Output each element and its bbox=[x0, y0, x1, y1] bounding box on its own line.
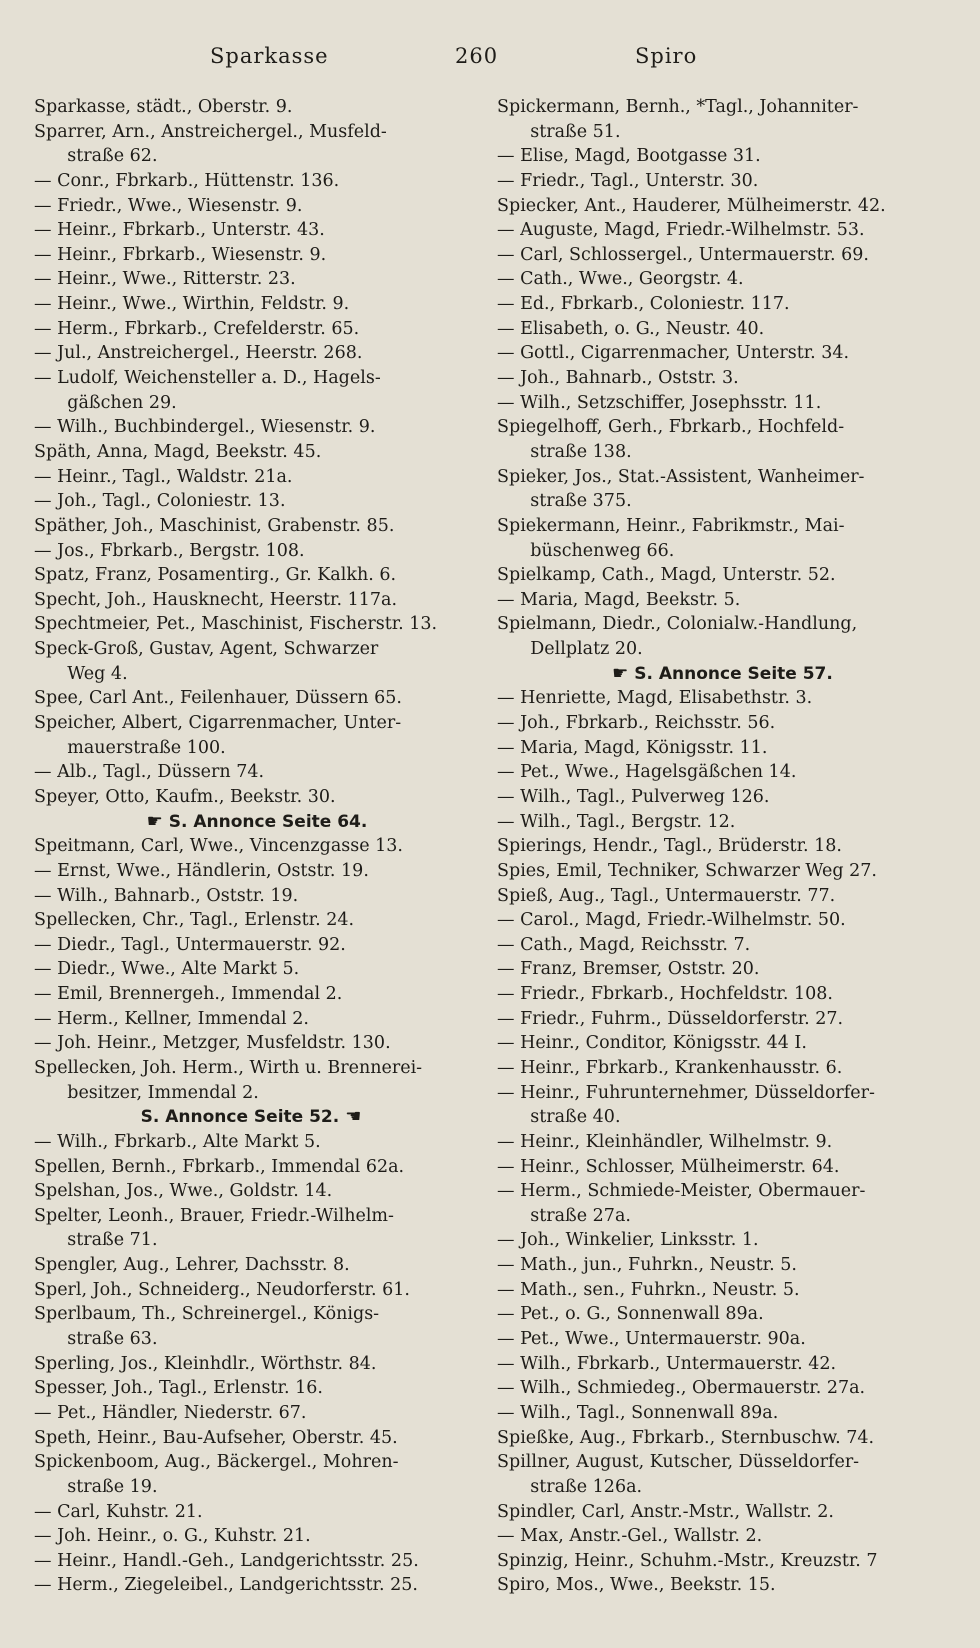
entry-text: — Wilh., Setzschiffer, Josephsstr. 11. bbox=[497, 392, 822, 413]
directory-entry bbox=[34, 1500, 474, 1525]
entry-text: Spielkamp, Cath., Magd, Unterstr. 52. bbox=[497, 565, 836, 586]
directory-entry bbox=[497, 1031, 942, 1056]
directory-entry bbox=[34, 1450, 474, 1475]
entry-text: Sperlbaum, Th., Schreinergel., Königs- bbox=[34, 1304, 380, 1325]
entry-text: Spiekermann, Heinr., Fabrikmstr., Mai- bbox=[497, 515, 845, 536]
entry-text: — Wilh., Buchbindergel., Wiesenstr. 9. bbox=[34, 417, 376, 438]
directory-entry bbox=[497, 243, 942, 268]
entry-text: Spechtmeier, Pet., Maschinist, Fischerstr. 13. bbox=[34, 614, 438, 635]
directory-entry bbox=[497, 391, 942, 416]
entry-continuation bbox=[497, 1475, 942, 1500]
directory-entry bbox=[497, 95, 942, 120]
entry-text: Spengler, Aug., Lehrer, Dachsstr. 8. bbox=[34, 1255, 350, 1276]
entry-text: — Conr., Fbrkarb., Hüttenstr. 136. bbox=[34, 170, 340, 191]
directory-entry bbox=[497, 415, 942, 440]
directory-entry bbox=[34, 982, 474, 1007]
entry-text: Specht, Joh., Hausknecht, Heerstr. 117a. bbox=[34, 589, 398, 610]
entry-text: Sparrer, Arn., Anstreichergel., Musfeld- bbox=[34, 121, 387, 142]
entry-text: — Heinr., Wwe., Wirthin, Feldstr. 9. bbox=[34, 294, 350, 315]
entry-text: Spielmann, Diedr., Colonialw.-Handlung, bbox=[497, 614, 858, 635]
directory-entry bbox=[34, 760, 474, 785]
left-column bbox=[34, 95, 474, 1598]
directory-entry bbox=[497, 785, 942, 810]
entry-text: mauerstraße 100. bbox=[67, 737, 226, 758]
directory-entry bbox=[34, 539, 474, 564]
entry-text: Spiegelhoff, Gerh., Fbrkarb., Hochfeld- bbox=[497, 417, 845, 438]
directory-entry bbox=[34, 785, 474, 810]
entry-text: Sparkasse, städt., Oberstr. 9. bbox=[34, 97, 293, 117]
directory-entry bbox=[497, 1327, 942, 1352]
entry-text: — Math., jun., Fuhrkn., Neustr. 5. bbox=[497, 1255, 797, 1276]
entry-text: Spesser, Joh., Tagl., Erlenstr. 16. bbox=[34, 1378, 323, 1399]
entry-text: straße 63. bbox=[67, 1329, 158, 1350]
entry-text: straße 375. bbox=[530, 491, 632, 512]
directory-entry bbox=[497, 194, 942, 219]
pointing-hand-icon: ☚ bbox=[345, 1106, 362, 1128]
directory-entry bbox=[497, 1401, 942, 1426]
entry-text: Weg 4. bbox=[67, 663, 128, 684]
entry-text: — Wilh., Schmiedeg., Obermauerstr. 27a. bbox=[497, 1378, 866, 1399]
entry-text: Speicher, Albert, Cigarrenmacher, Unter- bbox=[34, 713, 402, 734]
entry-continuation bbox=[34, 1475, 474, 1500]
directory-entry bbox=[497, 563, 942, 588]
entry-text: — Emil, Brennergeh., Immendal 2. bbox=[34, 984, 343, 1005]
entry-text: Spiro, Mos., Wwe., Beekstr. 15. bbox=[497, 1575, 776, 1596]
directory-entry bbox=[34, 637, 474, 662]
entry-text: — Elise, Magd, Bootgasse 31. bbox=[497, 146, 761, 167]
entry-text: Spierings, Hendr., Tagl., Brüderstr. 18. bbox=[497, 836, 842, 857]
entry-text: — Joh., Fbrkarb., Reichsstr. 56. bbox=[497, 713, 776, 734]
entry-continuation bbox=[497, 1204, 942, 1229]
directory-entry bbox=[497, 859, 942, 884]
entry-text: — Ed., Fbrkarb., Coloniestr. 117. bbox=[497, 294, 790, 315]
directory-entry bbox=[497, 1450, 942, 1475]
entry-text: Speck-Groß, Gustav, Agent, Schwarzer bbox=[34, 639, 379, 660]
entry-text: straße 138. bbox=[530, 441, 632, 462]
directory-entry bbox=[34, 711, 474, 736]
entry-text: — Auguste, Magd, Friedr.-Wilhelmstr. 53. bbox=[497, 220, 865, 241]
pointing-hand-icon: ☛ bbox=[146, 810, 163, 832]
entry-text: Speth, Heinr., Bau-Aufseher, Oberstr. 45. bbox=[34, 1427, 398, 1448]
entry-text: Spellen, Bernh., Fbrkarb., Immendal 62a. bbox=[34, 1156, 405, 1177]
entry-text: Sperling, Jos., Kleinhdlr., Wörthstr. 84. bbox=[34, 1353, 377, 1374]
directory-entry bbox=[34, 243, 474, 268]
entry-text: — Herm., Kellner, Immendal 2. bbox=[34, 1008, 309, 1029]
directory-entry bbox=[34, 440, 474, 465]
directory-entry bbox=[34, 120, 474, 145]
entry-text: Dellplatz 20. bbox=[530, 639, 643, 660]
directory-entry bbox=[34, 1376, 474, 1401]
entry-text: — Max, Anstr.-Gel., Wallstr. 2. bbox=[497, 1526, 763, 1547]
entry-text: — Pet., Wwe., Untermauerstr. 90a. bbox=[497, 1329, 806, 1350]
entry-text: straße 27a. bbox=[530, 1205, 631, 1226]
entry-text: S. Annonce Seite 64. bbox=[168, 811, 368, 832]
entry-text: — Heinr., Conditor, Königsstr. 44 I. bbox=[497, 1033, 807, 1054]
entry-text: Spinzig, Heinr., Schuhm.-Mstr., Kreuzstr. 7 bbox=[497, 1550, 878, 1571]
directory-entry bbox=[497, 1524, 942, 1549]
entry-text: Spickermann, Bernh., *Tagl., Johanniter- bbox=[497, 97, 859, 117]
directory-entry bbox=[497, 1179, 942, 1204]
directory-entry bbox=[497, 884, 942, 909]
entry-text: büschenweg 66. bbox=[530, 540, 675, 561]
entry-text: — Jos., Fbrkarb., Bergstr. 108. bbox=[34, 540, 305, 561]
entry-text: — Carl, Kuhstr. 21. bbox=[34, 1501, 203, 1522]
directory-entry bbox=[34, 1031, 474, 1056]
entry-text: — Heinr., Fbrkarb., Unterstr. 43. bbox=[34, 220, 325, 241]
directory-entry bbox=[34, 1549, 474, 1574]
entry-continuation bbox=[497, 1105, 942, 1130]
directory-entry bbox=[497, 1130, 942, 1155]
entry-continuation bbox=[34, 144, 474, 169]
directory-entry bbox=[497, 1376, 942, 1401]
entry-text: straße 126a. bbox=[530, 1476, 643, 1497]
entry-text: — Wilh., Tagl., Bergstr. 12. bbox=[497, 811, 736, 832]
entry-text: Sperl, Joh., Schneiderg., Neudorferstr. 61. bbox=[34, 1279, 410, 1300]
entry-text: — Ludolf, Weichensteller a. D., Hagels- bbox=[34, 368, 381, 389]
directory-entry bbox=[497, 1573, 942, 1598]
directory-entry bbox=[497, 267, 942, 292]
entry-text: Speitmann, Carl, Wwe., Vincenzgasse 13. bbox=[34, 836, 403, 857]
entry-text: — Herm., Ziegeleibel., Landgerichtsstr. 25. bbox=[34, 1575, 418, 1596]
directory-entry bbox=[34, 933, 474, 958]
entry-text: — Elisabeth, o. G., Neustr. 40. bbox=[497, 318, 765, 339]
entry-text: — Pet., Händler, Niederstr. 67. bbox=[34, 1402, 307, 1423]
entry-text: — Cath., Wwe., Georgstr. 4. bbox=[497, 269, 744, 290]
directory-entry bbox=[497, 169, 942, 194]
directory-entry bbox=[34, 341, 474, 366]
directory-entry bbox=[34, 1007, 474, 1032]
directory-entry bbox=[497, 760, 942, 785]
entry-text: — Gottl., Cigarrenmacher, Unterstr. 34. bbox=[497, 343, 850, 364]
directory-entry bbox=[34, 1524, 474, 1549]
entry-text: — Wilh., Fbrkarb., Untermauerstr. 42. bbox=[497, 1353, 837, 1374]
entry-text: — Friedr., Tagl., Unterstr. 30. bbox=[497, 170, 759, 191]
entry-text: — Wilh., Tagl., Sonnenwall 89a. bbox=[497, 1402, 779, 1423]
annonce-reference bbox=[497, 662, 942, 687]
directory-entry bbox=[34, 908, 474, 933]
directory-entry bbox=[34, 95, 474, 120]
entry-text: — Joh. Heinr., o. G., Kuhstr. 21. bbox=[34, 1526, 311, 1547]
page-header bbox=[30, 44, 940, 78]
entry-text: Spillner, August, Kutscher, Düsseldorfer- bbox=[497, 1452, 860, 1473]
entry-continuation bbox=[34, 1081, 474, 1106]
directory-entry bbox=[34, 169, 474, 194]
entry-text: — Heinr., Fbrkarb., Wiesenstr. 9. bbox=[34, 244, 327, 265]
directory-entry bbox=[497, 1228, 942, 1253]
directory-entry bbox=[34, 1253, 474, 1278]
directory-entry bbox=[497, 933, 942, 958]
entry-text: — Alb., Tagl., Düssern 74. bbox=[34, 762, 265, 783]
directory-entry bbox=[34, 1426, 474, 1451]
entry-continuation bbox=[497, 440, 942, 465]
directory-entry bbox=[497, 686, 942, 711]
entry-text: Spiecker, Ant., Hauderer, Mülheimerstr. 42. bbox=[497, 195, 886, 216]
directory-entry bbox=[497, 957, 942, 982]
entry-text: S. Annonce Seite 57. bbox=[634, 663, 833, 684]
entry-text: — Cath., Magd, Reichsstr. 7. bbox=[497, 934, 751, 955]
directory-entry bbox=[497, 736, 942, 761]
directory-entry bbox=[497, 810, 942, 835]
entry-text: Spelshan, Jos., Wwe., Goldstr. 14. bbox=[34, 1181, 333, 1202]
directory-entry bbox=[34, 563, 474, 588]
directory-entry bbox=[34, 489, 474, 514]
directory-entry bbox=[34, 957, 474, 982]
entry-text: — Herm., Fbrkarb., Crefelderstr. 65. bbox=[34, 318, 360, 339]
directory-entry bbox=[34, 1401, 474, 1426]
directory-entry bbox=[497, 1253, 942, 1278]
entry-text: Späth, Anna, Magd, Beekstr. 45. bbox=[34, 441, 322, 462]
annonce-reference bbox=[34, 1105, 474, 1130]
directory-entry bbox=[497, 711, 942, 736]
directory-entry bbox=[34, 859, 474, 884]
directory-entry bbox=[34, 317, 474, 342]
entry-text: S. Annonce Seite 52. bbox=[140, 1107, 340, 1128]
entry-continuation bbox=[497, 120, 942, 145]
entry-text: Spickenboom, Aug., Bäckergel., Mohren- bbox=[34, 1452, 399, 1473]
entry-text: — Joh., Bahnarb., Oststr. 3. bbox=[497, 368, 739, 389]
directory-entry bbox=[34, 1130, 474, 1155]
entry-continuation bbox=[497, 489, 942, 514]
entry-text: Spatz, Franz, Posamentirg., Gr. Kalkh. 6. bbox=[34, 565, 397, 586]
entry-text: Spee, Carl Ant., Feilenhauer, Düssern 65. bbox=[34, 688, 402, 709]
entry-text: — Math., sen., Fuhrkn., Neustr. 5. bbox=[497, 1279, 800, 1300]
entry-text: straße 19. bbox=[67, 1476, 158, 1497]
entry-text: — Wilh., Tagl., Pulverweg 126. bbox=[497, 786, 770, 807]
directory-entry bbox=[497, 1302, 942, 1327]
directory-entry bbox=[497, 1081, 942, 1106]
directory-entry bbox=[497, 982, 942, 1007]
entry-text: — Heinr., Schlosser, Mülheimerstr. 64. bbox=[497, 1156, 840, 1177]
directory-entry bbox=[34, 366, 474, 391]
entry-text: Spellecken, Chr., Tagl., Erlenstr. 24. bbox=[34, 910, 355, 931]
entry-text: — Henriette, Magd, Elisabethstr. 3. bbox=[497, 688, 813, 709]
entry-text: — Jul., Anstreichergel., Heerstr. 268. bbox=[34, 343, 363, 364]
directory-entry bbox=[497, 1549, 942, 1574]
directory-entry bbox=[34, 1204, 474, 1229]
directory-entry bbox=[497, 317, 942, 342]
entry-text: Spieker, Jos., Stat.-Assistent, Wanheimer- bbox=[497, 466, 865, 487]
entry-continuation bbox=[34, 736, 474, 761]
directory-entry bbox=[497, 1007, 942, 1032]
entry-text: — Heinr., Fuhrunternehmer, Düsseldorfer- bbox=[497, 1082, 875, 1103]
pointing-hand-icon: ☛ bbox=[612, 662, 629, 684]
header-right-keyword: Spiro bbox=[635, 44, 698, 68]
entry-continuation bbox=[34, 1327, 474, 1352]
entry-text: — Joh. Heinr., Metzger, Musfeldstr. 130. bbox=[34, 1033, 391, 1054]
entry-continuation bbox=[34, 1228, 474, 1253]
directory-entry bbox=[34, 514, 474, 539]
directory-entry bbox=[497, 1056, 942, 1081]
entry-text: — Ernst, Wwe., Händlerin, Oststr. 19. bbox=[34, 860, 369, 881]
entry-text: — Pet., Wwe., Hagelsgäßchen 14. bbox=[497, 762, 797, 783]
entry-text: Späther, Joh., Maschinist, Grabenstr. 85. bbox=[34, 515, 395, 536]
page-number: 260 bbox=[455, 44, 499, 68]
directory-entry bbox=[497, 588, 942, 613]
entry-text: Spellecken, Joh. Herm., Wirth u. Brennerei- bbox=[34, 1057, 423, 1078]
entry-text: — Pet., o. G., Sonnenwall 89a. bbox=[497, 1304, 764, 1325]
entry-text: — Heinr., Handl.-Geh., Landgerichtsstr. 25. bbox=[34, 1550, 419, 1571]
directory-entry bbox=[34, 1302, 474, 1327]
entry-text: — Maria, Magd, Beekstr. 5. bbox=[497, 589, 741, 610]
directory-entry bbox=[34, 292, 474, 317]
directory-entry bbox=[497, 612, 942, 637]
entry-text: Spelter, Leonh., Brauer, Friedr.-Wilhelm- bbox=[34, 1205, 394, 1226]
entry-text: — Heinr., Kleinhändler, Wilhelmstr. 9. bbox=[497, 1131, 833, 1152]
directory-entry bbox=[497, 465, 942, 490]
directory-entry bbox=[34, 1278, 474, 1303]
entry-text: — Heinr., Fbrkarb., Krankenhausstr. 6. bbox=[497, 1057, 843, 1078]
directory-entry bbox=[34, 884, 474, 909]
entry-text: — Franz, Bremser, Oststr. 20. bbox=[497, 959, 760, 980]
directory-entry bbox=[34, 1352, 474, 1377]
entry-text: — Wilh., Fbrkarb., Alte Markt 5. bbox=[34, 1131, 321, 1152]
entry-text: straße 62. bbox=[67, 146, 158, 167]
entry-text: — Wilh., Bahnarb., Oststr. 19. bbox=[34, 885, 299, 906]
header-left-keyword: Sparkasse bbox=[210, 44, 329, 68]
directory-entry bbox=[497, 366, 942, 391]
directory-entry bbox=[34, 218, 474, 243]
entry-text: Spies, Emil, Techniker, Schwarzer Weg 27. bbox=[497, 860, 877, 881]
right-column bbox=[497, 95, 942, 1598]
entry-text: — Diedr., Wwe., Alte Markt 5. bbox=[34, 959, 300, 980]
directory-entry bbox=[34, 1155, 474, 1180]
directory-entry bbox=[497, 292, 942, 317]
entry-text: Spießke, Aug., Fbrkarb., Sternbuschw. 74. bbox=[497, 1427, 875, 1448]
directory-entry bbox=[497, 834, 942, 859]
directory-entry bbox=[497, 514, 942, 539]
entry-text: straße 40. bbox=[530, 1107, 621, 1128]
directory-entry bbox=[34, 1179, 474, 1204]
directory-entry bbox=[497, 1155, 942, 1180]
directory-entry bbox=[497, 144, 942, 169]
entry-text: — Maria, Magd, Königsstr. 11. bbox=[497, 737, 768, 758]
entry-text: — Friedr., Fuhrm., Düsseldorferstr. 27. bbox=[497, 1008, 844, 1029]
directory-entry bbox=[34, 834, 474, 859]
entry-text: — Joh., Tagl., Coloniestr. 13. bbox=[34, 491, 286, 512]
entry-text: straße 71. bbox=[67, 1230, 158, 1251]
entry-text: besitzer, Immendal 2. bbox=[67, 1082, 259, 1103]
entry-text: Spieß, Aug., Tagl., Untermauerstr. 77. bbox=[497, 885, 836, 906]
directory-entry bbox=[497, 908, 942, 933]
directory-entry bbox=[34, 415, 474, 440]
directory-entry bbox=[34, 465, 474, 490]
directory-entry bbox=[497, 1500, 942, 1525]
entry-text: — Diedr., Tagl., Untermauerstr. 92. bbox=[34, 934, 346, 955]
directory-entry bbox=[34, 1573, 474, 1598]
directory-entry bbox=[34, 194, 474, 219]
entry-continuation bbox=[34, 662, 474, 687]
directory-entry bbox=[34, 612, 474, 637]
directory-entry bbox=[34, 267, 474, 292]
directory-entry bbox=[497, 1426, 942, 1451]
entry-text: straße 51. bbox=[530, 121, 621, 142]
entry-text: — Carol., Magd, Friedr.-Wilhelmstr. 50. bbox=[497, 910, 846, 931]
directory-entry bbox=[34, 686, 474, 711]
entry-text: — Friedr., Fbrkarb., Hochfeldstr. 108. bbox=[497, 984, 833, 1005]
entry-text: — Heinr., Wwe., Ritterstr. 23. bbox=[34, 269, 296, 290]
annonce-reference bbox=[34, 810, 474, 835]
entry-text: Speyer, Otto, Kaufm., Beekstr. 30. bbox=[34, 786, 336, 807]
entry-text: — Heinr., Tagl., Waldstr. 21a. bbox=[34, 466, 293, 487]
directory-entry bbox=[497, 1352, 942, 1377]
entry-text: — Herm., Schmiede-Meister, Obermauer- bbox=[497, 1181, 866, 1202]
directory-entry bbox=[497, 218, 942, 243]
entry-text: Spindler, Carl, Anstr.-Mstr., Wallstr. 2. bbox=[497, 1501, 834, 1522]
directory-entry bbox=[34, 1056, 474, 1081]
entry-continuation bbox=[497, 637, 942, 662]
entry-text: — Carl, Schlossergel., Untermauerstr. 69. bbox=[497, 244, 869, 265]
directory-entry bbox=[497, 1278, 942, 1303]
entry-text: — Friedr., Wwe., Wiesenstr. 9. bbox=[34, 195, 303, 216]
directory-entry bbox=[497, 341, 942, 366]
entry-continuation bbox=[34, 391, 474, 416]
entry-text: gäßchen 29. bbox=[67, 392, 177, 413]
entry-continuation bbox=[497, 539, 942, 564]
entry-text: — Joh., Winkelier, Linksstr. 1. bbox=[497, 1230, 759, 1251]
directory-entry bbox=[34, 588, 474, 613]
